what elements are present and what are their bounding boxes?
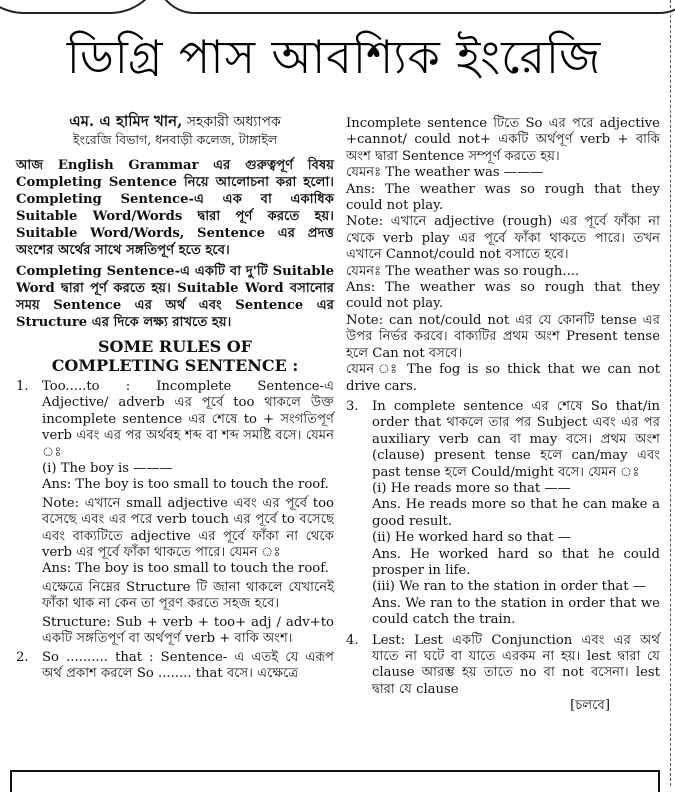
rule-answer-3: Ans. We ran to the station in order that we could catch the train. [372,595,660,628]
rule-text: So .......... that : Sentence- এ এতই যে এরূপ অর্থ প্রকাশ করলে So ........ that বসে। এক্ষেত্রে [42,649,334,681]
rule-text: In complete sentence এর শেষে So that/in order that থাকলে তার পর Subject এবং এর পর auxiliary verb can বা may বসে। প্রথম অংশ (clause) present tense হলে can/may এবং past tense হলে Could/might বসে। যেমন ঃ [372,398,660,480]
rule-1 [16,379,334,648]
rule-2 [16,650,334,683]
rule-text: Lest: Lest একটি Conjunction এবং এর অর্থ যাতে না ঘটে বা যাতে এরকম না হয়। lest দ্বারা যে clause আরম্ভ হয় তাতে no বা not বসেনা। lest দ্বারা যে clause [372,632,660,697]
rule-2-note-2: Note: can not/could not এর যে কোনটি tense এর উপর নির্ভর করবে। বাক্যটির প্রথম অংশ Present tense হলে Can not বসবে। [346,312,660,361]
rule-answer-2: Ans: The boy is too small to touch the roof. [42,561,329,577]
rule-number: 1. [16,379,29,394]
author-designation: সহকারী অধ্যাপক [186,114,281,130]
rule-2-continued: Incomplete sentence টিতে So এর পরে adjective +cannot/ could not+ একটি অর্থপূর্ণ verb + বাকি অংশ দ্বারা Sentence সম্পূর্ণ করতে হয়। [346,116,660,164]
rule-2-note: Note: এখানে adjective (rough) এর পূর্বে ফাঁকা না থেকে verb play এর পূর্বে ফাঁকা থাকতে পারে। তখন এখানে Cannot/could not বসাতে হবে। [346,214,660,263]
header-arc-right [155,0,675,14]
rule-example-2: (ii) He worked hard so that — [372,530,571,546]
rule-2-example: যেমনঃ The weather was ——— [346,165,544,181]
rule-text: Too.....to : Incomplete Sentence-এ Adjective/ adverb এর পূর্বে too থাকলে উক্ত incomplete sentence এর শেষে to + সংগতিপূর্ণ verb এবং এর পর অর্থবহ শব্দ বা শব্দ সমষ্টি বসে। যেমন ঃ [42,379,334,460]
column-rule [670,0,671,786]
rule-example-1: (i) He reads more so that —— [372,480,571,496]
rule-answer-1: Ans. He reads more so that he can make a good result. [372,497,660,529]
left-column [16,112,334,682]
page-top-decoration [0,0,675,12]
rule-example: (i) The boy is ——— [42,461,173,477]
rule-answer: Ans: The boy is too small to touch the roof. [42,477,329,493]
author-name: এম. এ হামিদ খান, [69,112,183,130]
continued-label: [চলবে] [570,698,610,714]
rule-example-3: (iii) We ran to the station in order that — [372,579,646,595]
rule-structure-note: এক্ষেত্রে নিম্নের Structure টি জানা থাকলে যেখানেই ফাঁকা থাক না কেন তা পূরণ করতে সহজ হবে। [42,579,334,612]
rule-2-example-2: যেমনঃ The weather was so rough.... [346,263,580,279]
intro [16,157,334,331]
next-article-frame [10,770,660,792]
author-affiliation: ইংরেজি বিভাগ, ধনবাড়ী কলেজ, টাঙ্গাইল [72,132,278,147]
rules-heading [16,337,334,375]
rule-number: 4. [346,632,359,648]
author-block [16,112,334,149]
rule-structure: Structure: Sub + verb + too+ adj / adv+to একটি সঙ্গতিপূর্ণ বা অর্থপূর্ণ verb + বাকি অংশ। [42,614,334,647]
intro-paragraph-2: Completing Sentence-এ একটি বা দু'টি Suitable Word দ্বারা পূর্ণ করতে হয়। Suitable Word বসানোর সময় Sentence এর অর্থ এবং Sentence এর Structure এর দিকে লক্ষ্য রাখতে হয়। [16,264,334,330]
intro-paragraph-1: আজ English Grammar এর গুরুত্বপূর্ণ বিষয় Completing Sentence নিয়ে আলোচনা করা হলো। Completing Sentence-এ এক বা একাধিক Suitable Word/Words দ্বারা পূর্ণ করতে হয়। Suitable Word/Words, Sentence এর প্রদত্ত অংশের অর্থের সাথে সঙ্গতিপূর্ণ হতে হবে। [16,158,334,258]
rule-4 [346,633,660,715]
rules-heading-line-2: COMPLETING SENTENCE : [51,356,299,375]
right-column [346,116,660,715]
page-title: ডিগ্রি পাস আবশ্যিক ইংরেজি [66,30,602,84]
header-arc-left [0,0,164,14]
rule-3 [346,399,660,629]
rule-2-answer-2: Ans: The weather was so rough that they could not play. [346,280,660,312]
rule-answer-2: Ans. He worked hard so that he could prosper in life. [372,546,660,578]
rules-heading-line-1: SOME RULES OF [97,337,253,356]
rule-number: 2. [16,649,29,665]
rule-note: Note: এখানে small adjective এবং এর পূর্বে too বসেছে এবং এর পরে verb touch এর পূর্বে to বসেছে এবং বাক্যটিতে adjective এর পূর্বে ফাঁকা না থেকে verb এর পূর্বে ফাঁকা থাকতে পারে। যেমন ঃ [42,495,334,561]
rule-2-example-3: যেমন ঃ The fog is so thick that we can not drive cars. [346,362,660,394]
rule-number: 3. [346,398,359,414]
rule-2-answer: Ans: The weather was so rough that they could not play. [346,181,660,214]
